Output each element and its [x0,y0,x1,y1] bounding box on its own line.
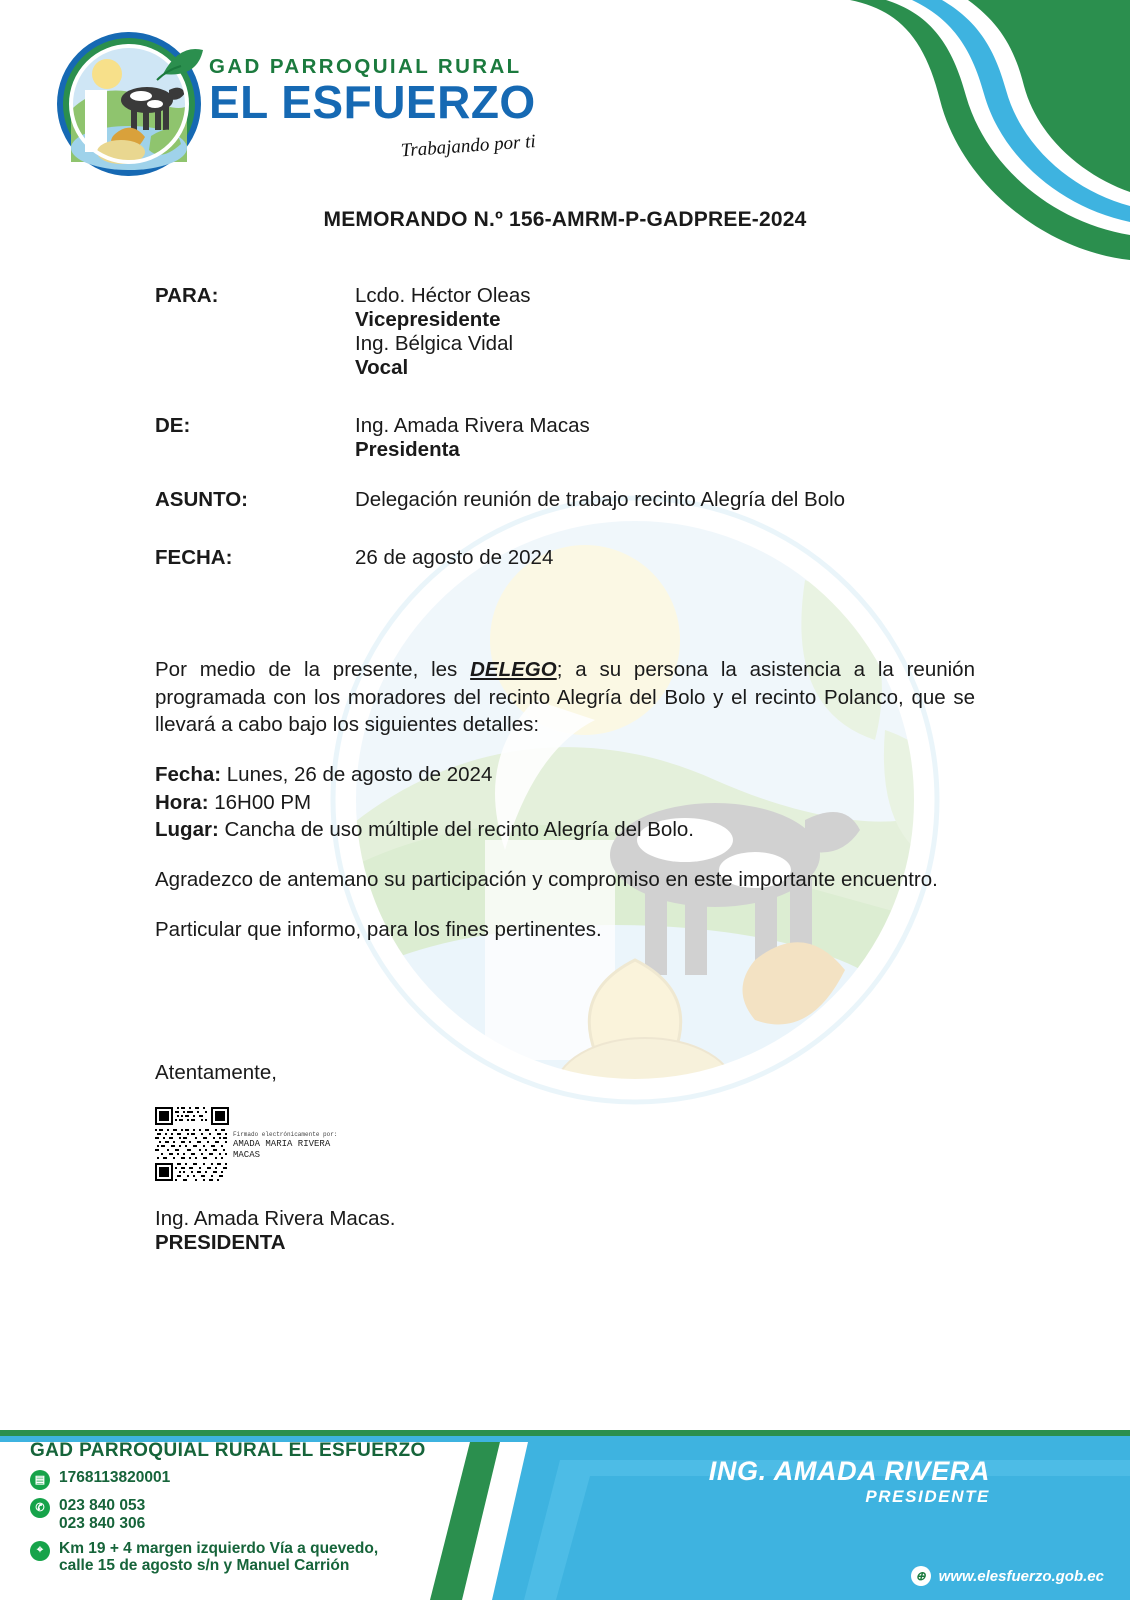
footer-address-2: calle 15 de agosto s/n y Manuel Carrión [59,1557,350,1575]
footer-phones [30,1497,426,1533]
organization-logo [55,30,536,178]
stamp-name-line-1: AMADA MARIA RIVERA [233,1138,331,1149]
para-line-4: Vocal [355,356,409,379]
closing-line: Atentamente, [155,1061,277,1085]
para-line-1: Lcdo. Héctor Oleas [355,284,531,307]
para-line-2: Vicepresidente [355,308,501,331]
field-para [155,284,1130,380]
footer-ruc-value: 1768113820001 [59,1469,171,1486]
footer-official-name: ING. AMADA RIVERA [708,1456,990,1486]
stamp-name-line-2: MACAS [233,1150,261,1161]
phone-icon: ✆ [30,1498,50,1518]
logo-tagline: Trabajando por ti [400,130,537,162]
body-paragraph-1 [155,656,975,739]
body-paragraph-3: Particular que informo, para los fines pertinentes. [155,917,602,941]
page-footer [0,1418,1130,1600]
field-label-asunto: ASUNTO: [155,488,249,511]
footer-official-role: PRESIDENTE [865,1487,990,1506]
detail-lugar [155,816,975,844]
footer-phone-1: 023 840 053 [59,1497,146,1514]
field-value-para [355,284,530,380]
footer-org-name: GAD PARROQUIAL RURAL EL ESFUERZO [30,1440,426,1461]
stamp-caption: Firmado electrónicamente por: [233,1131,338,1139]
fecha-line-1: 26 de agosto de 2024 [355,546,554,569]
field-value-asunto [355,488,845,512]
signatory-name: Ing. Amada Rivera Macas. [155,1207,396,1231]
detail-fecha [155,761,975,789]
footer-address [30,1540,426,1576]
memo-body [0,656,1130,1255]
memo-title: MEMORANDO N.º 156-AMRM-P-GADPREE-2024 [323,208,807,231]
para-line-3: Ing. Bélgica Vidal [355,332,514,355]
location-pin-icon: ⌖ [30,1541,50,1561]
footer-contact-info [30,1440,426,1575]
footer-address-group [59,1540,378,1576]
detail-fecha-value: Lunes, 26 de agosto de 2024 [221,763,493,787]
field-label-fecha: FECHA: [155,546,233,569]
field-fecha [155,546,1130,570]
id-card-icon: ▤ [30,1470,50,1490]
footer-ruc [30,1469,426,1490]
qr-code-icon [155,1107,229,1181]
memo-fields [0,284,1130,570]
field-label-para: PARA: [155,284,219,307]
detail-hora [155,789,975,817]
de-line-2: Presidenta [355,438,460,461]
signatory-role: PRESIDENTA [155,1231,286,1255]
detail-lugar-value: Cancha de uso múltiple del recinto Alegría del Bolo. [218,818,694,842]
digital-signature-stamp [233,1131,337,1161]
footer-website[interactable] [911,1566,1104,1586]
body-paragraph-2: Agradezco de antemano su participación y compromiso en este importante encuentro. [155,868,938,892]
meeting-details [155,761,975,844]
spacer-1 [155,384,1130,414]
asunto-line-1: Delegación reunión de trabajo recinto Alegría del Bolo [355,488,846,511]
p1-after: ; a su persona la asistencia a la reunión programada con los moradores del recinto Alegría del Bolo y el recinto Polanco, que se llevará a cabo bajo los siguientes detalles: [155,658,975,737]
detail-lugar-label: Lugar: [155,818,219,842]
footer-official [709,1456,990,1507]
p1-emphasis: DELEGO [470,658,557,681]
globe-icon: ⊕ [911,1566,931,1586]
signature-block [155,1107,975,1181]
detail-hora-value: 16H00 PM [208,790,312,814]
field-value-fecha [355,546,553,570]
p1-before: Por medio de la presente, les [155,658,471,681]
field-asunto [155,488,1130,512]
detail-fecha-label: Fecha: [155,763,222,787]
footer-phone-group [59,1497,145,1533]
parish-emblem-icon [55,30,203,178]
spacer-3 [155,516,1130,546]
footer-website-url: www.elesfuerzo.gob.ec [938,1567,1104,1585]
footer-address-1: Km 19 + 4 margen izquierdo Vía a quevedo, [59,1539,379,1557]
spacer-2 [155,466,1130,488]
logo-line-1: GAD PARROQUIAL RURAL [209,55,522,79]
de-line-1: Ing. Amada Rivera Macas [355,414,590,437]
field-de [155,414,1130,462]
logo-line-2: EL ESFUERZO [209,76,536,129]
detail-hora-label: Hora: [155,790,209,814]
footer-phone-2: 023 840 306 [59,1514,146,1532]
field-label-de: DE: [155,414,191,437]
field-value-de [355,414,590,462]
